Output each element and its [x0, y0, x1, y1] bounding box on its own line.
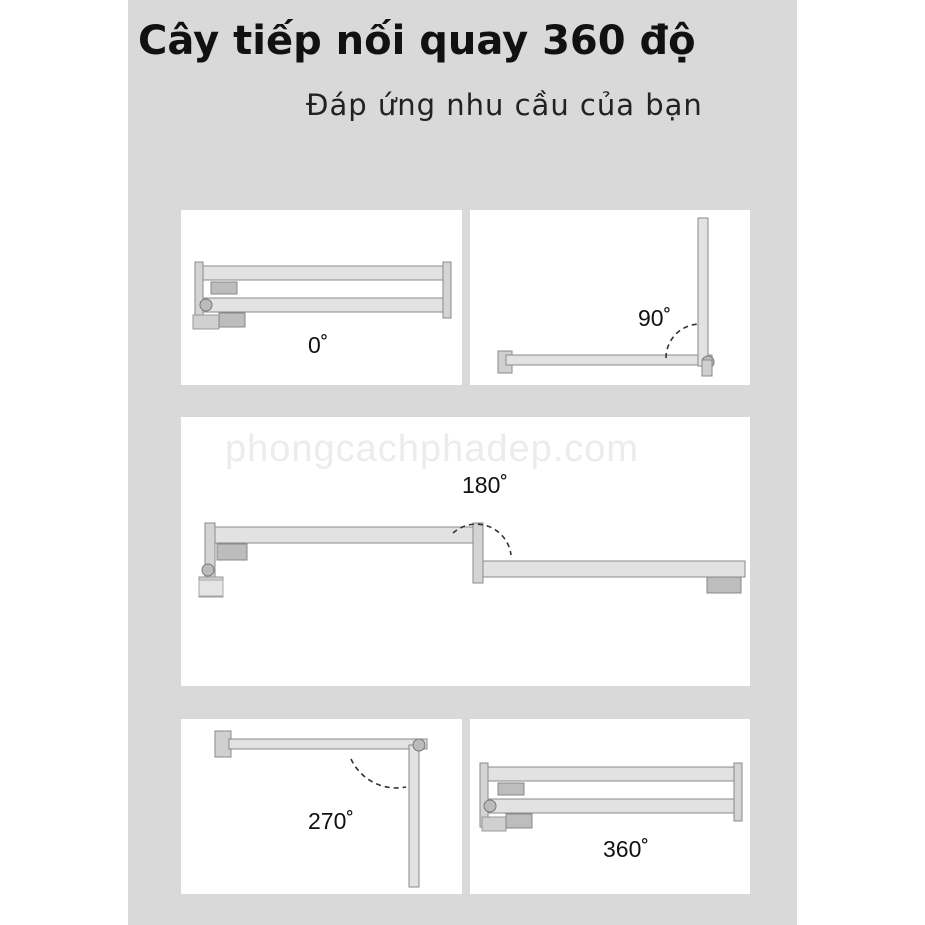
angle-label-270: 270˚	[308, 808, 355, 834]
panel-0-degree	[181, 210, 462, 385]
angle-label-360: 360˚	[603, 836, 650, 862]
page-subtitle: Đáp ứng nhu cầu của bạn	[306, 88, 703, 122]
folded-arm-360-illustration	[470, 719, 750, 894]
panel-360-degree	[470, 719, 750, 894]
panel-270-degree	[181, 719, 462, 894]
panel-90-degree	[470, 210, 750, 385]
angle-label-90: 90˚	[638, 305, 672, 331]
angle-label-0: 0˚	[308, 332, 329, 358]
page-title: Cây tiếp nối quay 360 độ	[138, 18, 696, 64]
angle-label-180: 180˚	[462, 472, 509, 498]
arm-270-illustration	[181, 719, 462, 894]
watermark: phongcachphadep.com	[225, 428, 640, 470]
arm-90-illustration	[470, 210, 750, 385]
